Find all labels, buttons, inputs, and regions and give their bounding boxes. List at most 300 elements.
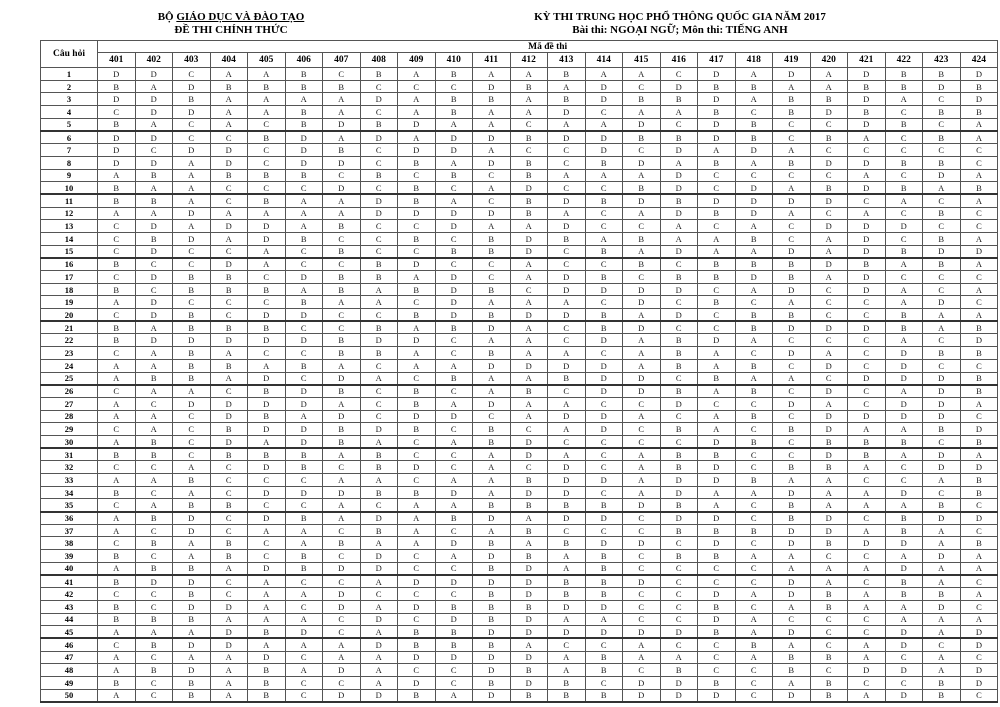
answer-cell: C [248,499,286,512]
answer-cell: B [960,537,998,550]
answer-cell: A [98,372,136,385]
question-number: 46 [41,638,98,651]
answer-cell: C [135,283,173,296]
answer-cell: C [360,499,398,512]
answer-cell: D [473,156,511,169]
answer-cell: D [323,664,361,677]
ministry-title-main: GIÁO DỤC VÀ ĐÀO TẠO [176,11,305,23]
answer-cell: C [285,689,323,702]
answer-cell: C [923,638,961,651]
answer-cell: D [473,80,511,93]
answer-cell: A [885,550,923,563]
answer-cell: B [548,372,586,385]
answer-cell: B [360,169,398,182]
answer-cell: C [435,677,473,690]
answer-cell: B [210,80,248,93]
table-row [41,638,998,651]
answer-cell: A [960,448,998,461]
table-row [41,68,998,81]
answer-cell: D [923,80,961,93]
answer-cell: A [623,245,661,258]
question-number: 21 [41,321,98,334]
exam-code-header: 404 [210,53,248,68]
answer-cell: D [248,372,286,385]
answer-cell: B [548,689,586,702]
answer-cell: A [173,550,211,563]
answer-cell: B [473,423,511,436]
answer-cell: A [210,664,248,677]
answer-cell: B [735,435,773,448]
answer-cell: D [698,613,736,626]
exam-code-header: 401 [98,53,136,68]
answer-cell: A [810,499,848,512]
table-row [41,334,998,347]
answer-cell: B [285,550,323,563]
answer-cell: C [585,207,623,220]
answer-cell: D [548,474,586,487]
answer-cell: C [923,220,961,233]
answer-cell: C [248,550,286,563]
answer-cell: D [585,131,623,144]
answer-cell: A [548,448,586,461]
answer-cell: A [810,68,848,81]
answer-cell: C [135,486,173,499]
answer-cell: B [923,588,961,601]
answer-cell: D [698,461,736,474]
answer-cell: C [285,600,323,613]
answer-cell: C [585,486,623,499]
answer-cell: C [885,131,923,144]
answer-cell: C [135,144,173,157]
answer-cell: D [398,118,436,131]
answer-cell: C [548,144,586,157]
answer-cell: C [585,461,623,474]
question-number: 45 [41,626,98,639]
question-number: 10 [41,182,98,195]
answer-cell: A [510,397,548,410]
answer-cell: B [848,258,886,271]
table-row [41,372,998,385]
answer-cell: D [323,486,361,499]
answer-cell: B [173,93,211,106]
answer-cell: B [98,600,136,613]
answer-cell: D [248,562,286,575]
answer-cell: D [660,689,698,702]
answer-cell: B [248,410,286,423]
answer-cell: A [210,232,248,245]
answer-cell: B [623,232,661,245]
answer-cell: D [923,245,961,258]
answer-cell: D [660,182,698,195]
answer-cell: D [323,156,361,169]
answer-cell: C [923,118,961,131]
answer-cell: B [660,550,698,563]
answer-cell: D [510,435,548,448]
answer-cell: C [210,182,248,195]
answer-cell: B [285,106,323,119]
answer-cell: B [323,385,361,398]
question-number: 13 [41,220,98,233]
answer-cell: C [323,321,361,334]
codes-row [41,53,998,68]
answer-cell: A [623,169,661,182]
answer-cell: A [623,68,661,81]
answer-cell: A [360,537,398,550]
answer-cell: D [773,486,811,499]
answer-cell: B [623,131,661,144]
answer-cell: A [848,588,886,601]
answer-cell: D [323,182,361,195]
answer-cell: A [98,169,136,182]
answer-cell: D [585,512,623,525]
answer-cell: C [285,347,323,360]
table-row [41,80,998,93]
answer-cell: C [548,435,586,448]
answer-cell: A [135,80,173,93]
answer-cell: D [398,410,436,423]
answer-cell: C [173,296,211,309]
answer-cell: C [585,397,623,410]
answer-cell: C [210,524,248,537]
answer-cell: B [323,144,361,157]
exam-code-header: 415 [623,53,661,68]
answer-cell: D [773,524,811,537]
answer-cell: D [698,474,736,487]
answer-cell: A [848,638,886,651]
answer-cell: B [585,664,623,677]
answer-cell: C [135,397,173,410]
answer-cell: C [285,651,323,664]
answer-cell: A [623,359,661,372]
table-row [41,664,998,677]
answer-cell: A [285,664,323,677]
answer-cell: C [885,474,923,487]
exam-code-header: 406 [285,53,323,68]
answer-cell: B [923,423,961,436]
answer-cell: A [248,93,286,106]
answer-cell: B [885,245,923,258]
answer-cell: B [698,156,736,169]
table-row [41,689,998,702]
answer-cell: B [923,347,961,360]
answer-cell: B [98,448,136,461]
answer-cell: C [735,347,773,360]
table-row [41,537,998,550]
answer-cell: A [473,524,511,537]
question-number: 11 [41,194,98,207]
answer-cell: A [548,207,586,220]
answer-cell: B [960,486,998,499]
answer-cell: A [923,474,961,487]
answer-cell: B [323,220,361,233]
table-row [41,232,998,245]
answer-cell: A [360,474,398,487]
answer-cell: B [923,258,961,271]
answer-cell: B [398,689,436,702]
table-row [41,651,998,664]
answer-cell: B [660,461,698,474]
answer-cell: C [98,537,136,550]
answer-cell: B [885,524,923,537]
answer-cell: B [323,537,361,550]
answer-cell: D [360,550,398,563]
answer-cell: C [173,448,211,461]
answer-cell: A [398,106,436,119]
answer-cell: A [248,245,286,258]
answer-cell: A [735,486,773,499]
answer-cell: C [548,156,586,169]
answer-cell: B [698,550,736,563]
answer-cell: B [960,435,998,448]
answer-cell: B [510,169,548,182]
answer-cell: B [585,194,623,207]
answer-cell: A [473,372,511,385]
answer-cell: C [848,334,886,347]
answer-cell: D [735,182,773,195]
answer-cell: B [248,448,286,461]
answer-cell: C [660,118,698,131]
answer-cell: D [810,194,848,207]
answer-cell: A [660,220,698,233]
answer-cell: C [660,600,698,613]
answer-cell: D [885,689,923,702]
answer-cell: D [623,156,661,169]
answer-cell: B [248,664,286,677]
answer-cell: C [885,106,923,119]
answer-cell: A [98,435,136,448]
answer-cell: B [323,271,361,284]
answer-cell: B [210,169,248,182]
answer-cell: A [623,474,661,487]
answer-cell: B [735,410,773,423]
answer-cell: A [735,626,773,639]
answer-cell: C [810,296,848,309]
answer-cell: B [848,106,886,119]
answer-cell: D [623,372,661,385]
answer-cell: D [173,80,211,93]
answer-cell: A [698,144,736,157]
answer-cell: C [210,385,248,398]
answer-cell: D [585,359,623,372]
answer-cell: A [360,600,398,613]
answer-cell: D [285,144,323,157]
answer-cell: D [698,689,736,702]
answer-cell: D [698,131,736,144]
answer-cell: C [398,372,436,385]
answer-cell: D [323,689,361,702]
answer-cell: A [210,93,248,106]
answer-cell: A [248,575,286,588]
answer-cell: B [173,613,211,626]
answer-cell: A [98,651,136,664]
answer-cell: A [623,207,661,220]
answer-cell: D [248,334,286,347]
answer-cell: C [960,296,998,309]
answer-cell: B [660,131,698,144]
answer-cell: D [285,271,323,284]
answer-cell: D [210,144,248,157]
answer-cell: A [923,524,961,537]
answer-cell: D [660,144,698,157]
answer-cell: A [623,106,661,119]
answer-cell: C [960,207,998,220]
answer-cell: C [960,156,998,169]
answer-cell: B [473,588,511,601]
answer-cell: B [173,309,211,322]
question-number: 49 [41,677,98,690]
answer-cell: B [473,677,511,690]
answer-cell: D [510,448,548,461]
answer-cell: A [960,131,998,144]
answer-cell: D [848,232,886,245]
answer-cell: C [248,118,286,131]
answer-cell: C [660,258,698,271]
answer-cell: D [548,600,586,613]
answer-cell: A [698,499,736,512]
answer-cell: C [435,232,473,245]
official-exam-label: ĐỀ THI CHÍNH THỨC [174,24,288,36]
answer-cell: A [248,106,286,119]
answer-cell: A [323,512,361,525]
answer-cell: B [698,80,736,93]
answer-cell: B [248,677,286,690]
answer-cell: C [173,68,211,81]
answer-cell: D [135,309,173,322]
answer-table-container [40,40,998,703]
answer-cell: C [585,258,623,271]
answer-cell: B [135,194,173,207]
answer-cell: B [360,271,398,284]
answer-cell: D [323,562,361,575]
answer-cell: D [960,664,998,677]
answer-cell: D [473,626,511,639]
answer-cell: B [548,677,586,690]
answer-cell: A [510,68,548,81]
table-row [41,93,998,106]
answer-cell: C [98,588,136,601]
answer-cell: B [98,575,136,588]
answer-cell: C [473,271,511,284]
answer-cell: C [285,258,323,271]
question-number: 40 [41,562,98,575]
question-number: 20 [41,309,98,322]
answer-cell: D [398,334,436,347]
group-header-row [41,41,998,53]
answer-cell: C [810,169,848,182]
answer-cell: D [135,296,173,309]
table-row [41,347,998,360]
answer-cell: C [248,156,286,169]
answer-cell: B [660,271,698,284]
answer-cell: B [548,68,586,81]
answer-cell: D [960,638,998,651]
answer-cell: B [623,93,661,106]
answer-cell: C [885,232,923,245]
answer-cell: B [773,461,811,474]
question-number: 25 [41,372,98,385]
answer-cell: D [660,677,698,690]
answer-cell: A [323,638,361,651]
answer-cell: D [773,321,811,334]
answer-cell: D [398,651,436,664]
answer-cell: D [923,550,961,563]
answer-cell: A [923,664,961,677]
answer-cell: B [885,321,923,334]
answer-cell: B [810,600,848,613]
answer-cell: C [435,448,473,461]
answer-cell: C [398,296,436,309]
answer-cell: C [735,600,773,613]
answer-cell: C [323,524,361,537]
answer-cell: B [173,562,211,575]
answer-cell: A [735,220,773,233]
answer-cell: B [660,448,698,461]
answer-cell: C [660,575,698,588]
answer-cell: B [398,182,436,195]
answer-cell: B [810,461,848,474]
answer-cell: C [398,588,436,601]
answer-cell: A [210,106,248,119]
answer-cell: B [435,169,473,182]
answer-cell: C [360,397,398,410]
answer-cell: A [848,169,886,182]
answer-cell: A [135,321,173,334]
answer-cell: D [173,524,211,537]
answer-cell: C [923,435,961,448]
answer-cell: B [323,334,361,347]
answer-cell: B [698,296,736,309]
answer-cell: B [735,321,773,334]
answer-cell: A [473,474,511,487]
answer-cell: B [735,638,773,651]
answer-cell: B [135,372,173,385]
answer-cell: C [848,309,886,322]
answer-cell: B [248,689,286,702]
answer-cell: C [773,435,811,448]
answer-cell: A [398,347,436,360]
answer-cell: D [960,512,998,525]
answer-cell: A [848,499,886,512]
answer-cell: A [735,613,773,626]
answer-cell: A [585,169,623,182]
answer-cell: D [248,423,286,436]
answer-cell: A [435,118,473,131]
answer-cell: D [623,499,661,512]
answer-cell: A [323,359,361,372]
answer-cell: D [698,93,736,106]
answer-cell: C [323,613,361,626]
answer-cell: D [735,144,773,157]
answer-cell: D [510,486,548,499]
answer-cell: D [548,626,586,639]
question-number: 5 [41,118,98,131]
answer-cell: B [810,182,848,195]
answer-cell: C [285,321,323,334]
answer-cell: C [810,664,848,677]
answer-cell: A [98,689,136,702]
answer-cell: D [623,575,661,588]
answer-cell: C [398,435,436,448]
answer-cell: B [848,80,886,93]
answer-cell: D [585,372,623,385]
answer-cell: D [885,638,923,651]
answer-cell: C [810,613,848,626]
answer-cell: D [210,600,248,613]
answer-cell: D [810,156,848,169]
answer-cell: B [510,600,548,613]
answer-cell: D [773,68,811,81]
answer-cell: B [210,283,248,296]
